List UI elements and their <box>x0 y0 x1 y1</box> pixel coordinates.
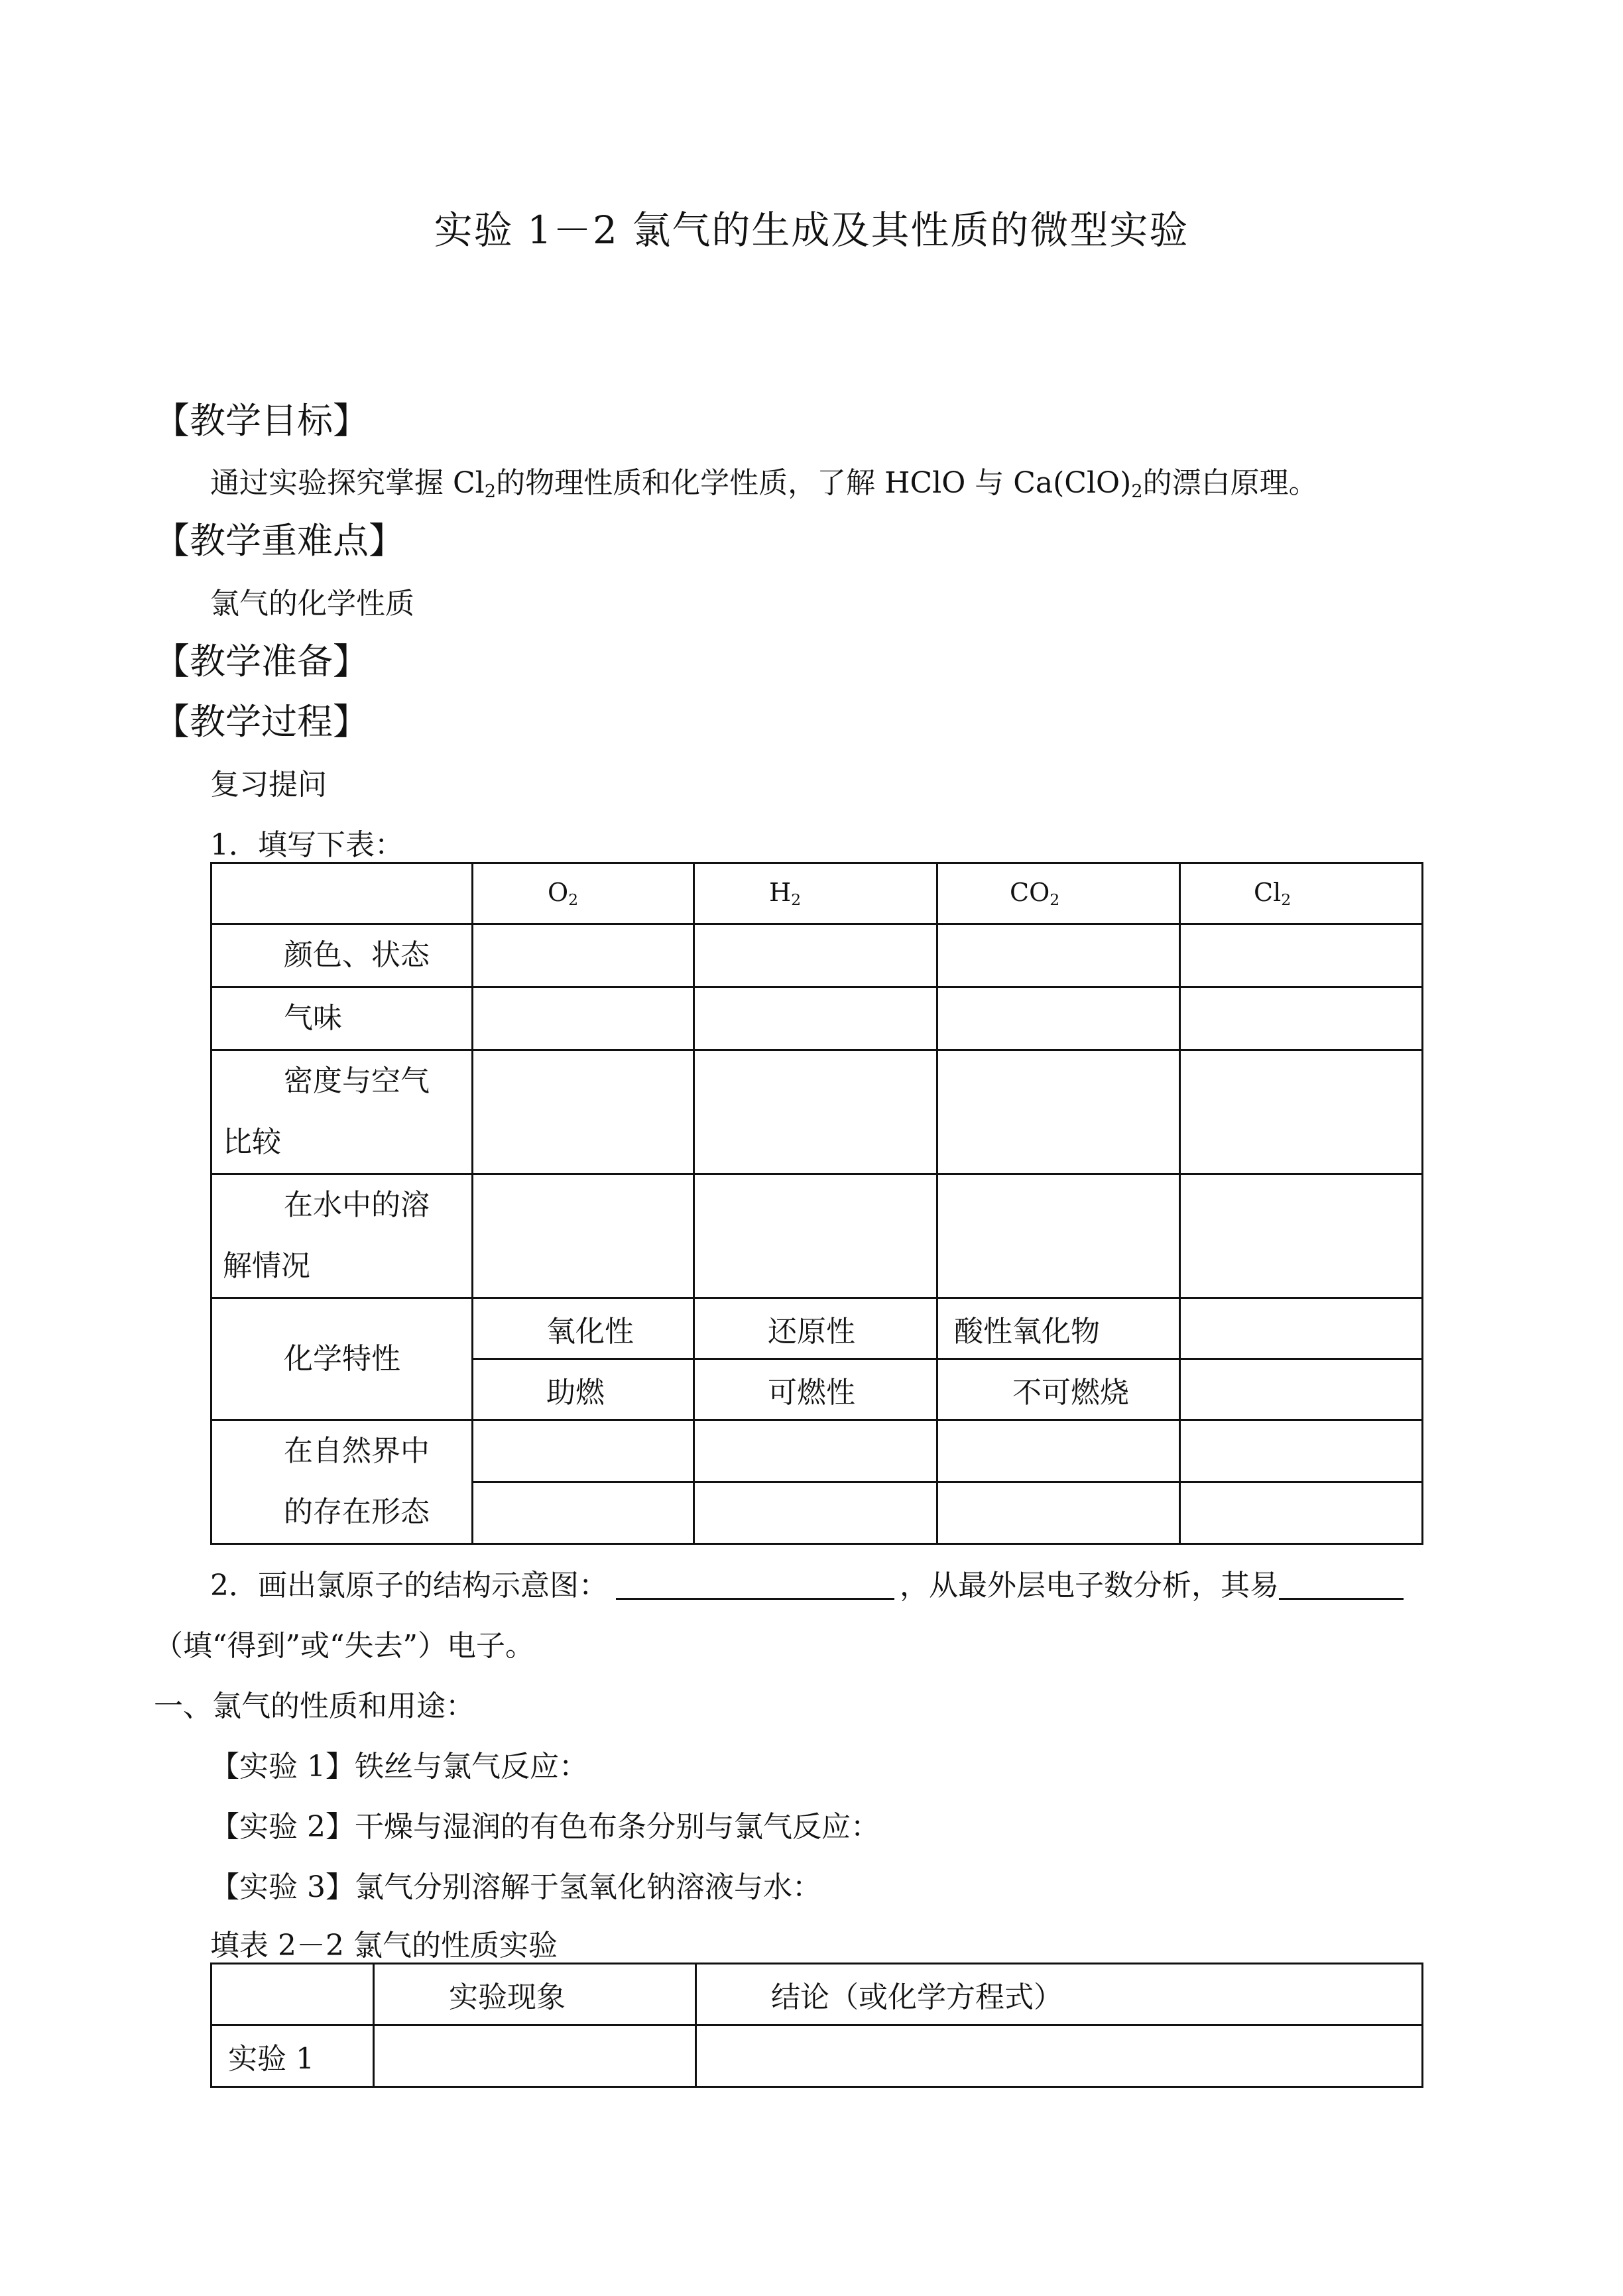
part-1-heading: 一、氯气的性质和用途： <box>154 1689 475 1723</box>
chem-cell <box>1180 1298 1423 1359</box>
header-co2-base: CO <box>1010 878 1050 908</box>
table-row <box>211 1298 1423 1359</box>
experiment-1: 【实验 1】铁丝与氯气反应： <box>210 1750 588 1783</box>
heading-preparation: 【教学准备】 <box>154 640 369 682</box>
goal-text-part-c: 的漂白原理。 <box>1142 466 1318 500</box>
gas-properties-table <box>210 862 1423 1545</box>
row-label-solubility <box>211 1174 473 1298</box>
experiment-3: 【实验 3】氯气分别溶解于氢氧化钠溶液与水： <box>210 1870 821 1904</box>
experiment-2: 【实验 2】干燥与湿润的有色布条分别与氯气反应： <box>210 1810 880 1844</box>
header-o2 <box>473 863 694 924</box>
heading-teaching-goal: 【教学目标】 <box>154 400 369 442</box>
chem-cell: 还原性 <box>694 1298 937 1359</box>
header-cl2-sub: 2 <box>1281 890 1292 909</box>
header-phenomenon: 实验现象 <box>374 1964 696 2025</box>
row-label-nature-line-1: 在自然界中 <box>211 1420 473 1482</box>
review-label: 复习提问 <box>210 768 327 802</box>
chem-cell: 不可燃烧 <box>937 1359 1180 1420</box>
row-label-solubility-line-2: 解情况 <box>223 1249 310 1283</box>
chem-cell: 助燃 <box>473 1359 694 1420</box>
row-label-density-line-1: 密度与空气 <box>284 1064 430 1098</box>
row-label-solubility-line-1: 在水中的溶 <box>284 1188 430 1222</box>
table-row <box>211 1420 1423 1482</box>
goal-text-part-b: 的物理性质和化学性质，了解 HClO 与 Ca(ClO) <box>496 466 1132 500</box>
table-2-caption: 填表 2－2 氯气的性质实验 <box>210 1929 558 1963</box>
header-co2-sub: 2 <box>1050 890 1060 909</box>
header-h2-base: H <box>769 878 792 908</box>
header-o2-sub: 2 <box>568 890 579 909</box>
table-corner-cell <box>211 863 473 924</box>
table-row <box>211 987 1423 1050</box>
question-2-part-a: 2．画出氯原子的结构示意图： <box>210 1569 608 1602</box>
row-label-experiment-1: 实验 1 <box>211 2025 374 2087</box>
goal-text-sub-2: 2 <box>1131 481 1143 502</box>
table-header-row <box>211 863 1423 924</box>
question-2-hint: （填“得到”或“失去”）电子。 <box>154 1629 534 1663</box>
row-label-density <box>211 1050 473 1174</box>
table-header-row <box>211 1964 1423 2025</box>
answer-blank-structure[interactable] <box>616 1569 894 1600</box>
heading-process: 【教学过程】 <box>154 701 369 743</box>
header-conclusion: 结论（或化学方程式） <box>696 1964 1423 2025</box>
table-corner-cell <box>211 1964 374 2025</box>
heading-key-points: 【教学重难点】 <box>154 520 404 562</box>
header-cl2-base: Cl <box>1254 878 1282 908</box>
goal-text-sub-1: 2 <box>484 481 497 502</box>
chem-cell: 酸性氧化物 <box>937 1298 1180 1359</box>
key-text: 氯气的化学性质 <box>210 587 414 621</box>
table-row <box>211 1174 1423 1298</box>
question-2-part-b: ，从最外层电子数分析，其易 <box>900 1569 1279 1602</box>
chlorine-experiment-table <box>210 1963 1423 2088</box>
goal-text <box>210 459 1318 502</box>
page-title: 实验 1－2 氯气的生成及其性质的微型实验 <box>434 208 1189 253</box>
table-row <box>211 924 1423 987</box>
answer-blank-gain-lose[interactable] <box>1279 1569 1404 1600</box>
header-cl2 <box>1180 863 1423 924</box>
goal-text-part-a: 通过实验探究掌握 Cl <box>210 466 485 500</box>
table-row <box>211 1482 1423 1544</box>
header-h2 <box>694 863 937 924</box>
header-o2-base: O <box>548 878 569 908</box>
row-label-density-line-2: 比较 <box>223 1125 281 1159</box>
row-label-smell: 气味 <box>211 987 473 1050</box>
chem-cell <box>1180 1359 1423 1420</box>
chem-cell: 氧化性 <box>473 1298 694 1359</box>
header-co2 <box>937 863 1180 924</box>
row-label-color-state: 颜色、状态 <box>211 924 473 987</box>
table-row <box>211 1050 1423 1174</box>
row-label-nature-line-2: 的存在形态 <box>211 1482 473 1544</box>
question-2 <box>210 1561 1404 1604</box>
header-h2-sub: 2 <box>791 890 802 909</box>
table-row <box>211 2025 1423 2087</box>
row-label-chemical: 化学特性 <box>211 1298 473 1420</box>
chem-cell: 可燃性 <box>694 1359 937 1420</box>
question-1: 1．填写下表： <box>210 828 404 862</box>
